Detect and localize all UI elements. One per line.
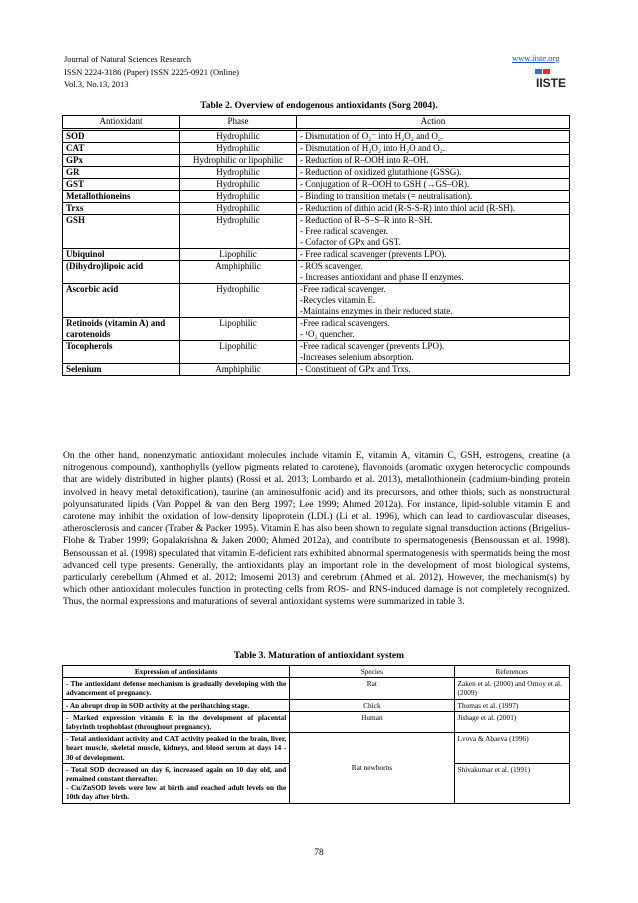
antioxidant-phase: Amphiphilic (180, 261, 297, 284)
antioxidant-action: -Free radical scavenger (prevents LPO). -Increases selenium absorption. (297, 341, 570, 364)
antioxidant-name: CAT (63, 143, 180, 155)
antioxidant-phase: Hydrophilic or lipophilic (180, 155, 297, 167)
table-row (63, 203, 570, 215)
antioxidant-name: GSH (63, 215, 180, 249)
antioxidant-name: Selenium (63, 364, 180, 376)
iiste-logo-icon (534, 68, 572, 90)
table2-header: Phase (180, 116, 297, 130)
antioxidant-action: - Dismutation of O₂⁻ into H₂O₂ and O₂. (297, 130, 570, 143)
table-row (63, 699, 570, 711)
expression-cell: - Marked expression vitamin E in the development of placental labyrinth trophoblast (throughout pregnancy). (63, 711, 290, 732)
table3-caption: Table 3. Maturation of antioxidant system (233, 651, 405, 661)
antioxidant-action: - Conjugation of R–OOH to GSH (→GS–OR). (297, 179, 570, 191)
antioxidant-name: Trxs (63, 203, 180, 215)
table-row (63, 167, 570, 179)
antioxidant-phase: Amphiphilic (180, 364, 297, 376)
page-number: 78 (314, 848, 324, 858)
table-row (63, 284, 570, 318)
journal-url-link[interactable]: www.iiste.org (512, 53, 560, 63)
body-paragraph: On the other hand, nonenzymatic antioxidant molecules include vitamin E, vitamin A, vitamin C, GSH, estrogens, creatine (a nitrogenous compound), xanthophylls (yellow pigments related to carotene), flavonoids (aromatic oxygen heterocyclic compounds that are widely distributed in higher plants) (Rossi et al. 2013; Lombardo et al. 2013), metallothionein (cadmium-binding protein involved in heavy metal detoxification), taurine (an aminosulfonic acid) and its precursors, and other thiols, such as nonstructural polyunsaturated lipids (Van Poppel & van den Berg 1997; Lee 1999; Ahmed 2012a). For instance, lipid-soluble vitamin E and carotene may inhibit the oxidation of low-density lipoprotein (LDL) (Li et al. 1996), which can lead to cardiovascular diseases, atherosclerosis and cancer (Traber & Packer 1995). Vitamin E has also been shown to regulate signal transduction actions (Brigelius-Flohe & Traber 1999; Gopalakrishna & Jaken 2000; Ahmed 2012a), and contribute to spermatogenesis (Bensoussan et al. 1998). Bensoussan et al. (1998) speculated that vitamin E-deficient rats exhibited abnormal spermatogenesis with spermatids being the most advanced cell type presents. Generally, the antioxidants play an important role in the development of most biological systems, particularly cerebellum (Ahmed et al. 2012; Imosemi 2013) and cerebrum (Ahmed et al. 2012). However, the mechanism(s) by which other antioxidant molecules function in protecting cells from ROS- and RNS-induced damage is not completely recognized. Thus, the normal expressions and maturations of several antioxidant systems were summarized in table 3. (63, 451, 570, 608)
table-row (63, 341, 570, 364)
antioxidant-action: - Constituent of GPx and Trxs. (297, 364, 570, 376)
table-row (63, 318, 570, 341)
table3-header: Expression of antioxidants (63, 666, 290, 678)
antioxidant-name: Ubiquinol (63, 249, 180, 261)
table-row (63, 711, 570, 732)
antioxidant-action: - Binding to transition metals (= neutralisation). (297, 191, 570, 203)
table-row (63, 261, 570, 284)
reference-cell: Zaken et al. (2000) and Ornoy et al. (2009) (454, 678, 569, 699)
antioxidant-action: -Free radical scavengers. - ¹O₂ quencher. (297, 318, 570, 341)
table-row (63, 215, 570, 249)
antioxidant-action: - Reduction of R–OOH into R–OH. (297, 155, 570, 167)
antioxidant-phase: Hydrophilic (180, 179, 297, 191)
table3-header: References (454, 666, 569, 678)
table-row (63, 155, 570, 167)
table-row (63, 143, 570, 155)
table-row (63, 364, 570, 376)
table-row (63, 130, 570, 143)
reference-cell: Thomas et al. (1997) (454, 699, 569, 711)
antioxidant-action: - ROS scavenger. - Increases antioxidant and phase II enzymes. (297, 261, 570, 284)
journal-name: Journal of Natural Sciences Research (64, 54, 191, 64)
antioxidant-name: Metallothioneins (63, 191, 180, 203)
antioxidant-name: Retinoids (vitamin A) and carotenoids (63, 318, 180, 341)
journal-header (64, 53, 239, 91)
antioxidant-action: - Reduction of oxidized glutathione (GSSG). (297, 167, 570, 179)
table-row (63, 191, 570, 203)
antioxidant-phase: Lipophilic (180, 249, 297, 261)
reference-cell: Jishage et al. (2001) (454, 711, 569, 732)
antioxidant-phase: Hydrophilic (180, 130, 297, 143)
antioxidant-overview-table (62, 115, 570, 376)
expression-cell: - Total SOD decreased on day 6, increased again on 10 day old, and remained constant thereafter. - Cu/ZnSOD levels were low at birth and reached adult levels on the 10th day after birth. (63, 763, 290, 803)
journal-issn: ISSN 2224-3186 (Paper) ISSN 2225-0921 (Online) (64, 66, 239, 77)
antioxidant-action: - Reduction of dithio acid (R-S-S-R) into thiol acid (R-SH). (297, 203, 570, 215)
antioxidant-name: Ascorbic acid (63, 284, 180, 318)
table2-header: Action (297, 116, 570, 130)
table-row (63, 179, 570, 191)
antioxidant-name: GR (63, 167, 180, 179)
table-row (63, 733, 570, 764)
antioxidant-name: GST (63, 179, 180, 191)
species-cell: Rat newborns (290, 733, 454, 803)
antioxidant-action: - Dismutation of H₂O₂ into H₂O and O₂. (297, 143, 570, 155)
table2-header: Antioxidant (63, 116, 180, 130)
antioxidant-name: Tocopherols (63, 341, 180, 364)
journal-volume: Vol.3, No.13, 2013 (64, 79, 129, 89)
antioxidant-phase: Hydrophilic (180, 167, 297, 179)
table2-caption: Table 2. Overview of endogenous antioxidants (Sorg 2004). (200, 101, 438, 111)
antioxidant-action: -Free radical scavenger. -Recycles vitamin E. -Maintains enzymes in their reduced state. (297, 284, 570, 318)
antioxidant-phase: Lipophilic (180, 341, 297, 364)
species-cell: Chick (290, 699, 454, 711)
reference-cell: Lvova & Abaeva (1996) (454, 733, 569, 764)
antioxidant-phase: Lipophilic (180, 318, 297, 341)
antioxidant-phase: Hydrophilic (180, 203, 297, 215)
expression-cell: - Total antioxidant activity and CAT activity peaked in the brain, liver, heart muscle, skeletal muscle, kidneys, and blood serum at days 14 - 30 of development. (63, 733, 290, 764)
table3-header: Species (290, 666, 454, 678)
species-cell: Rat (290, 678, 454, 699)
antioxidant-phase: Hydrophilic (180, 191, 297, 203)
antioxidant-phase: Hydrophilic (180, 143, 297, 155)
antioxidant-maturation-table (62, 665, 570, 804)
antioxidant-action: - Free radical scavenger (prevents LPO). (297, 249, 570, 261)
antioxidant-name: SOD (63, 130, 180, 143)
antioxidant-name: GPx (63, 155, 180, 167)
antioxidant-action: - Reduction of R–S–S–R into R–SH. - Free radical scavenger. - Cofactor of GPx and GST. (297, 215, 570, 249)
species-cell: Human (290, 711, 454, 732)
expression-cell: - An abrupt drop in SOD activity at the perihatching stage. (63, 699, 290, 711)
antioxidant-name: (Dihydro)lipoic acid (63, 261, 180, 284)
reference-cell: Shivakumar et al. (1991) (454, 763, 569, 803)
antioxidant-phase: Hydrophilic (180, 215, 297, 249)
svg-text:IISTE: IISTE (536, 76, 567, 90)
table-row (63, 249, 570, 261)
antioxidant-phase: Hydrophilic (180, 284, 297, 318)
table-row (63, 678, 570, 699)
expression-cell: - The antioxidant defense mechanism is gradually developing with the advancement of pregnancy. (63, 678, 290, 699)
